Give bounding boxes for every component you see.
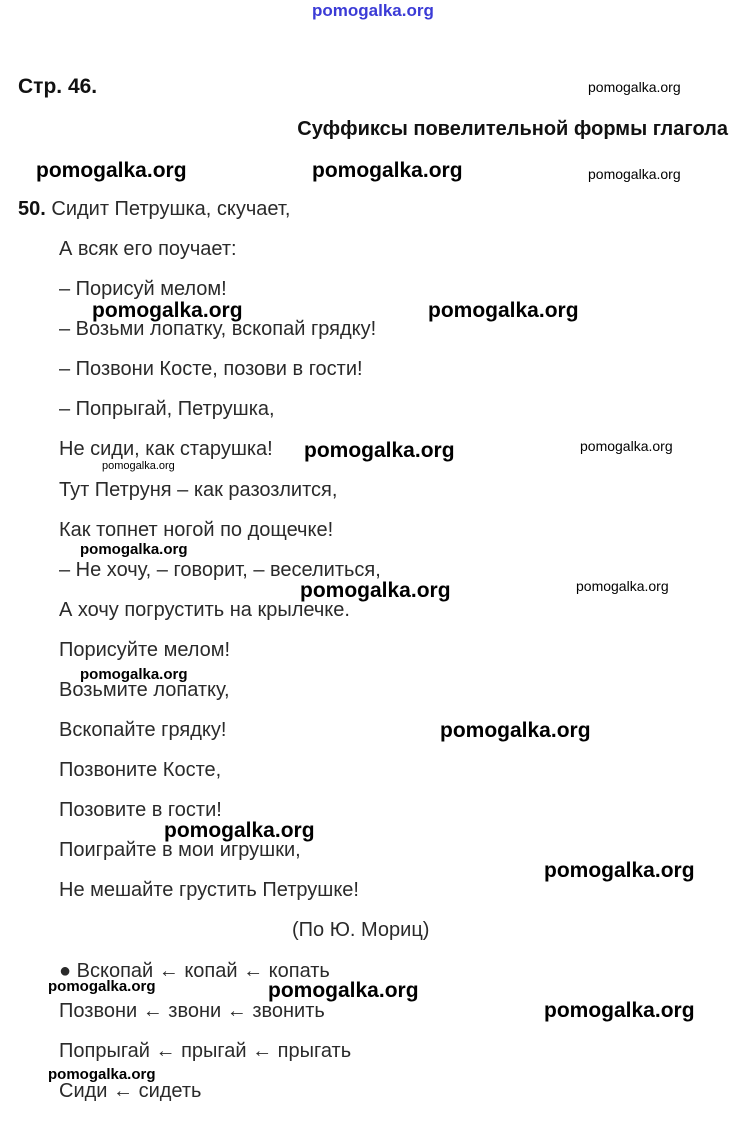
watermark: pomogalka.org: [304, 439, 455, 462]
watermark: pomogalka.org: [440, 719, 591, 742]
poem-line: Тут Петруня – как разозлится,: [59, 479, 338, 501]
answer-line: Возьмите лопатку,: [59, 679, 230, 701]
answer-line: Позвоните Косте,: [59, 759, 222, 781]
poem-line: А хочу погрустить на крылечке.: [59, 599, 350, 621]
answer-line: Вскопайте грядку!: [59, 719, 227, 741]
watermark: pomogalka.org: [102, 460, 175, 472]
watermark: pomogalka.org: [48, 978, 156, 995]
watermark: pomogalka.org: [544, 859, 695, 882]
poem-line: Как топнет ногой по дощечке!: [59, 519, 334, 541]
exercise-number: 50.: [18, 198, 46, 220]
page-title: Суффиксы повелительной формы глагола: [297, 118, 728, 140]
derivation-line: Позвони ← звони ← звонить: [59, 1000, 325, 1022]
watermark-top: pomogalka.org: [312, 1, 434, 20]
poem-line: Не сиди, как старушка!: [59, 438, 273, 460]
watermark: pomogalka.org: [48, 1066, 156, 1083]
watermark: pomogalka.org: [312, 159, 463, 182]
derivation-line: Попрыгай ← прыгай ← прыгать: [59, 1040, 352, 1062]
derivation-line: ● Вскопай ← копай ← копать: [59, 960, 330, 982]
poem-line: – Порисуй мелом!: [59, 278, 227, 300]
watermark: pomogalka.org: [580, 438, 673, 454]
poem-line: А всяк его поучает:: [59, 238, 237, 260]
watermark: pomogalka.org: [164, 819, 315, 842]
answer-line: Поиграйте в мои игрушки,: [59, 839, 301, 861]
poem-line: – Возьми лопатку, вскопай грядку!: [59, 318, 377, 340]
watermark: pomogalka.org: [428, 299, 579, 322]
answer-line: Не мешайте грустить Петрушке!: [59, 879, 359, 901]
watermark: pomogalka.org: [544, 999, 695, 1022]
watermark: pomogalka.org: [80, 541, 188, 558]
poem-line: – Попрыгай, Петрушка,: [59, 398, 275, 420]
watermark: pomogalka.org: [268, 979, 419, 1002]
watermark: pomogalka.org: [92, 299, 243, 322]
answer-line: Позовите в гости!: [59, 799, 222, 821]
answer-line: Порисуйте мелом!: [59, 639, 231, 661]
poem-line: – Позвони Косте, позови в гости!: [59, 358, 363, 380]
poem-line-text: Сидит Петрушка, скучает,: [51, 198, 291, 220]
watermark: pomogalka.org: [588, 166, 681, 182]
watermark: pomogalka.org: [300, 579, 451, 602]
derivation-line: Сиди ← сидеть: [59, 1080, 202, 1102]
poem-line: – Не хочу, – говорит, – веселиться,: [59, 559, 381, 581]
watermark: pomogalka.org: [80, 666, 188, 683]
watermark: pomogalka.org: [576, 578, 669, 594]
poem-line: [18, 198, 290, 221]
poem-source: (По Ю. Мориц): [292, 919, 430, 941]
page-label: Стр. 46.: [18, 75, 98, 98]
watermark: pomogalka.org: [588, 79, 681, 95]
watermark: pomogalka.org: [36, 159, 187, 182]
